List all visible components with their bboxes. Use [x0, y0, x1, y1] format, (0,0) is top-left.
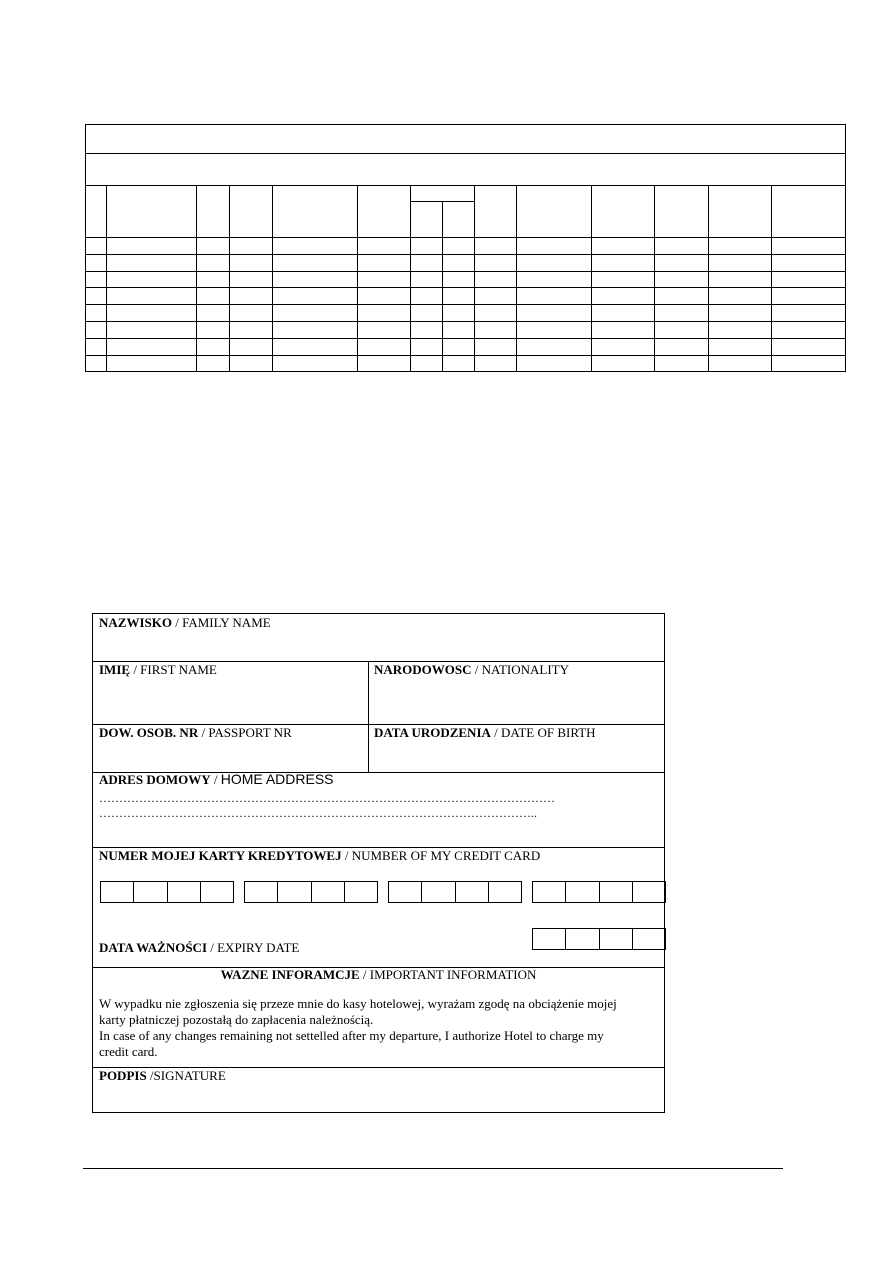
card-number-group-2[interactable]: [244, 881, 378, 903]
expiry-date-label: DATA WAŻNOŚCI / EXPIRY DATE: [99, 940, 300, 955]
name-nationality-row: [93, 662, 664, 725]
address-line-2: ………………………………………………………………………………………………..: [99, 806, 537, 820]
first-name-label: IMIĘ / FIRST NAME: [99, 662, 217, 677]
card-number-group-3[interactable]: [388, 881, 522, 903]
credit-card-label: NUMER MOJEJ KARTY KREDYTOWEJ / NUMBER OF MY CREDIT CARD: [99, 848, 541, 863]
signature-field[interactable]: [93, 1068, 664, 1112]
registration-form: [92, 613, 665, 1113]
home-address-label: ADRES DOMOWY / HOME ADDRESS: [99, 771, 334, 787]
table-header-row-2: [86, 153, 845, 186]
important-info-section: [93, 968, 664, 1068]
address-line-1: ……………………………………………………………………………………………………: [99, 791, 555, 805]
birth-date-label: DATA URODZENIA / DATE OF BIRTH: [374, 725, 596, 740]
passport-label: DOW. OSOB. NR / PASSPORT NR: [99, 725, 292, 740]
important-info-en: In case of any changes remaining not settelled after my departure, I authorize Hotel to charge my credit card.: [99, 1028, 604, 1059]
table-grid: [86, 185, 845, 372]
family-name-field[interactable]: [93, 614, 664, 662]
footer-divider: [83, 1168, 783, 1169]
expiry-date-boxes[interactable]: [532, 928, 666, 950]
nationality-label: NARODOWOSC / NATIONALITY: [374, 662, 569, 677]
passport-birthdate-row: [93, 725, 664, 773]
table-header-row-1: [86, 125, 845, 154]
card-number-group-1[interactable]: [100, 881, 234, 903]
important-info-title: WAZNE INFORAMCJE / IMPORTANT INFORMATION: [220, 967, 537, 982]
guest-list-table: [85, 124, 846, 372]
credit-card-section: [93, 848, 664, 968]
important-info-pl: W wypadku nie zgłoszenia się przeze mnie do kasy hotelowej, wyrażam zgodę na obciążenie mojej karty płatniczej pozostałą do zapłacenia należnością.: [99, 996, 617, 1027]
family-name-label: NAZWISKO / FAMILY NAME: [99, 615, 271, 630]
signature-label: PODPIS /SIGNATURE: [99, 1068, 226, 1083]
card-number-group-4[interactable]: [532, 881, 666, 903]
home-address-field[interactable]: [93, 773, 664, 848]
